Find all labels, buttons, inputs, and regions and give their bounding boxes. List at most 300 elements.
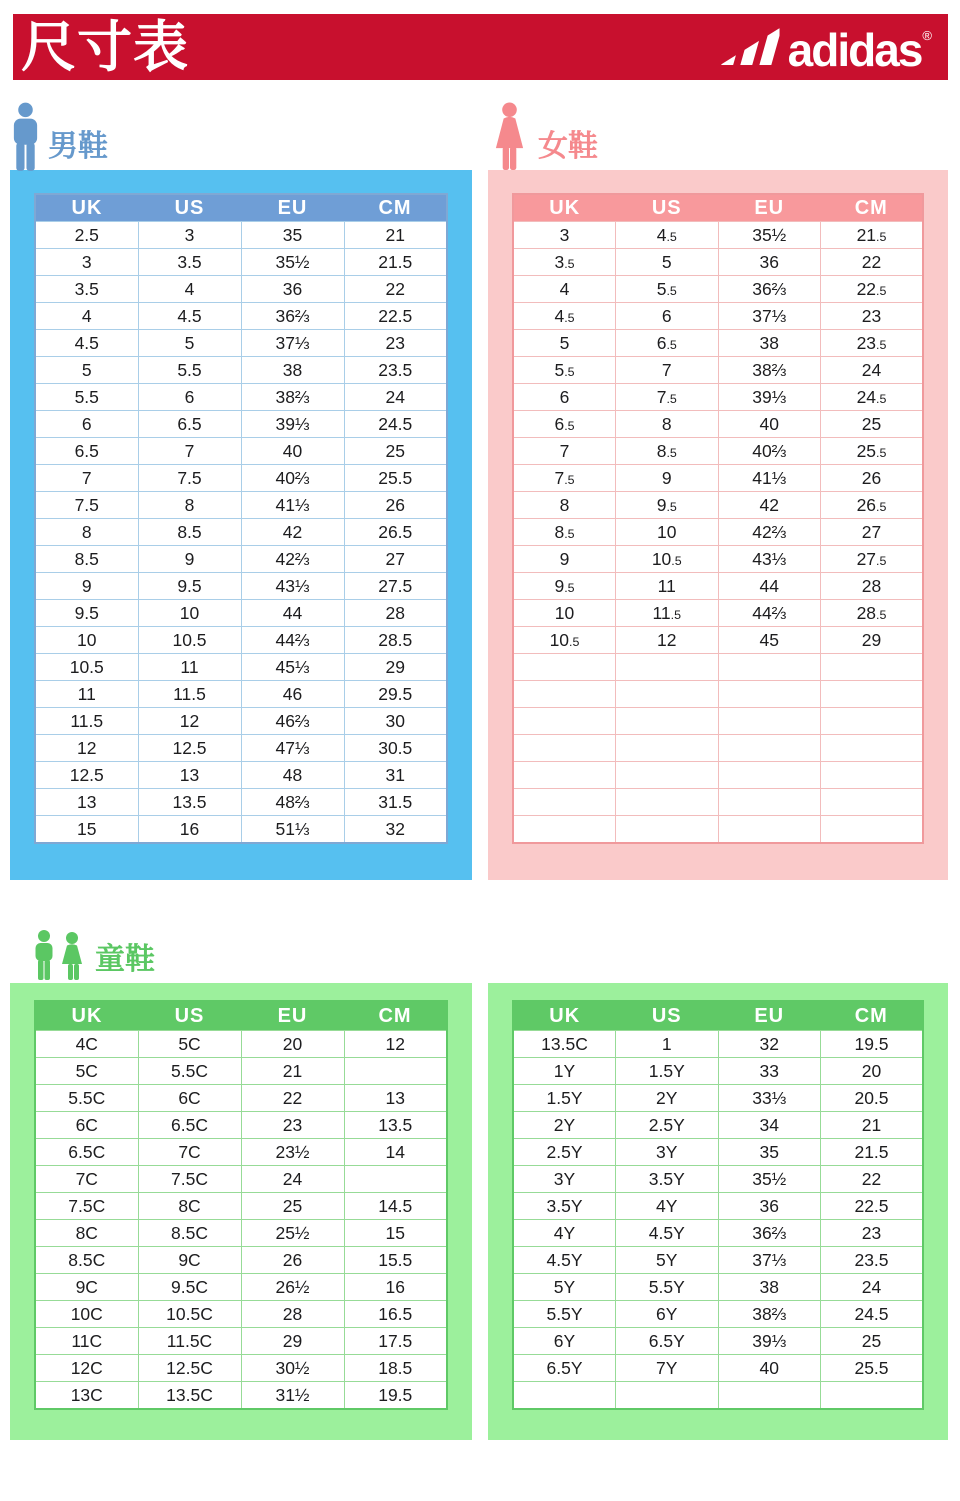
table-row <box>35 1031 447 1058</box>
size-cell: 48⅔ <box>241 789 344 816</box>
size-cell: 24.5 <box>821 384 924 411</box>
table-row <box>35 384 447 411</box>
table-header-row <box>35 194 447 222</box>
size-cell: 37⅓ <box>718 303 821 330</box>
table-row <box>35 411 447 438</box>
size-cell: 25 <box>821 411 924 438</box>
size-cell: 2Y <box>513 1112 616 1139</box>
size-cell: 24 <box>821 1274 924 1301</box>
size-cell: 24.5 <box>344 411 447 438</box>
size-cell: 39⅓ <box>718 1328 821 1355</box>
size-cell: 1Y <box>513 1058 616 1085</box>
size-cell: 40 <box>718 411 821 438</box>
table-row <box>513 1220 923 1247</box>
size-cell: 9 <box>513 546 616 573</box>
table-row <box>513 1112 923 1139</box>
table-row <box>513 303 923 330</box>
column-header: UK <box>35 1001 138 1031</box>
table-row <box>513 1139 923 1166</box>
size-cell: 27.5 <box>821 546 924 573</box>
table-row <box>35 762 447 789</box>
size-cell: 24.5 <box>821 1301 924 1328</box>
size-cell: 3.5Y <box>616 1166 719 1193</box>
table-row <box>513 1301 923 1328</box>
size-cell: 9 <box>616 465 719 492</box>
table-row <box>35 1112 447 1139</box>
size-cell: 22 <box>821 249 924 276</box>
size-cell: 12C <box>35 1355 138 1382</box>
size-cell: 38 <box>718 330 821 357</box>
size-cell: 22 <box>821 1166 924 1193</box>
size-cell: 4.5 <box>616 222 719 249</box>
men-section <box>10 100 472 880</box>
table-row <box>513 1328 923 1355</box>
table-row <box>513 519 923 546</box>
size-cell <box>616 1382 719 1410</box>
size-cell: 6.5 <box>616 330 719 357</box>
size-cell: 40⅔ <box>718 438 821 465</box>
size-cell: 5.5 <box>616 276 719 303</box>
size-cell: 25 <box>241 1193 344 1220</box>
size-cell: 2.5Y <box>513 1139 616 1166</box>
size-cell: 8.5 <box>616 438 719 465</box>
table-row <box>513 1274 923 1301</box>
size-cell: 36⅔ <box>718 1220 821 1247</box>
size-cell: 4C <box>35 1031 138 1058</box>
size-cell: 25.5 <box>821 438 924 465</box>
size-cell: 47⅓ <box>241 735 344 762</box>
table-row <box>513 357 923 384</box>
size-cell: 10.5 <box>138 627 241 654</box>
size-cell: 5.5 <box>513 357 616 384</box>
table-row <box>513 276 923 303</box>
adidas-logo <box>720 23 932 76</box>
size-cell <box>344 1166 447 1193</box>
size-cell: 15.5 <box>344 1247 447 1274</box>
size-cell: 9.5C <box>138 1274 241 1301</box>
size-cell: 45 <box>718 627 821 654</box>
table-row <box>35 1382 447 1410</box>
women-table-panel <box>488 170 948 880</box>
size-cell: 23½ <box>241 1139 344 1166</box>
size-cell: 9C <box>35 1274 138 1301</box>
size-cell: 8.5C <box>138 1220 241 1247</box>
table-row <box>35 276 447 303</box>
size-cell: 33 <box>718 1058 821 1085</box>
table-row <box>513 600 923 627</box>
size-cell: 2.5 <box>35 222 138 249</box>
size-cell: 7 <box>138 438 241 465</box>
table-row <box>513 654 923 681</box>
size-cell: 3Y <box>513 1166 616 1193</box>
table-row <box>513 573 923 600</box>
size-cell: 35 <box>718 1139 821 1166</box>
size-cell: 8 <box>616 411 719 438</box>
size-cell: 10 <box>138 600 241 627</box>
size-cell: 9C <box>138 1247 241 1274</box>
table-row <box>513 1247 923 1274</box>
table-row <box>513 546 923 573</box>
size-cell: 3.5 <box>35 276 138 303</box>
size-cell: 24 <box>241 1166 344 1193</box>
size-cell: 6Y <box>513 1328 616 1355</box>
size-cell: 5 <box>616 249 719 276</box>
size-cell: 3 <box>35 249 138 276</box>
men-section-label: 男鞋 <box>48 130 108 163</box>
man-icon <box>10 102 41 172</box>
size-cell: 7.5C <box>138 1166 241 1193</box>
size-cell: 38⅔ <box>718 357 821 384</box>
size-cell: 6Y <box>616 1301 719 1328</box>
kids-right-table-panel <box>488 983 948 1440</box>
table-row <box>35 654 447 681</box>
children-icon <box>30 929 88 985</box>
size-cell: 33⅓ <box>718 1085 821 1112</box>
size-cell: 23 <box>344 330 447 357</box>
size-cell: 6.5Y <box>513 1355 616 1382</box>
size-cell: 8.5 <box>138 519 241 546</box>
size-cell: 42⅔ <box>718 519 821 546</box>
size-cell: 35 <box>241 222 344 249</box>
kids-left-table-panel <box>10 983 472 1440</box>
size-cell: 23.5 <box>821 1247 924 1274</box>
size-cell: 46⅔ <box>241 708 344 735</box>
size-cell: 31.5 <box>344 789 447 816</box>
size-cell: 28 <box>821 573 924 600</box>
size-cell: 25½ <box>241 1220 344 1247</box>
size-cell: 5 <box>35 357 138 384</box>
size-cell: 32 <box>718 1031 821 1058</box>
column-header: EU <box>241 1001 344 1031</box>
table-row <box>35 1166 447 1193</box>
size-cell <box>821 681 924 708</box>
size-cell: 7Y <box>616 1355 719 1382</box>
size-cell: 14.5 <box>344 1193 447 1220</box>
size-cell: 19.5 <box>344 1382 447 1410</box>
table-row <box>513 222 923 249</box>
size-cell: 21 <box>821 1112 924 1139</box>
size-cell: 2Y <box>616 1085 719 1112</box>
table-row <box>35 600 447 627</box>
size-cell: 4.5 <box>513 303 616 330</box>
size-cell: 1 <box>616 1031 719 1058</box>
size-cell: 15 <box>344 1220 447 1247</box>
table-row <box>35 789 447 816</box>
column-header: EU <box>718 194 821 222</box>
size-cell: 12 <box>616 627 719 654</box>
size-cell: 11 <box>616 573 719 600</box>
column-header: UK <box>513 1001 616 1031</box>
size-cell: 38 <box>241 357 344 384</box>
table-header-row <box>513 1001 923 1031</box>
size-cell <box>513 681 616 708</box>
size-cell: 21.5 <box>821 222 924 249</box>
size-cell: 45⅓ <box>241 654 344 681</box>
table-row <box>35 735 447 762</box>
page-title: 尺寸表 <box>21 15 190 78</box>
table-row <box>35 681 447 708</box>
size-cell: 6.5Y <box>616 1328 719 1355</box>
size-cell: 7 <box>616 357 719 384</box>
size-cell: 5C <box>35 1058 138 1085</box>
table-row <box>35 492 447 519</box>
size-cell: 4 <box>513 276 616 303</box>
size-cell: 10.5 <box>513 627 616 654</box>
size-cell: 3 <box>513 222 616 249</box>
size-cell: 10C <box>35 1301 138 1328</box>
table-row <box>35 330 447 357</box>
men-table-panel <box>10 170 472 880</box>
size-cell: 7.5 <box>35 492 138 519</box>
size-cell: 20.5 <box>821 1085 924 1112</box>
size-cell: 29 <box>821 627 924 654</box>
size-cell: 13 <box>344 1085 447 1112</box>
size-cell: 23.5 <box>821 330 924 357</box>
size-cell: 3 <box>138 222 241 249</box>
size-cell <box>616 735 719 762</box>
size-cell <box>344 1058 447 1085</box>
column-header: UK <box>35 194 138 222</box>
size-cell: 5.5C <box>35 1085 138 1112</box>
size-cell: 5 <box>513 330 616 357</box>
size-cell: 11C <box>35 1328 138 1355</box>
table-row <box>513 465 923 492</box>
size-cell: 6.5 <box>138 411 241 438</box>
size-cell: 7.5C <box>35 1193 138 1220</box>
table-row <box>513 789 923 816</box>
size-cell: 7C <box>35 1166 138 1193</box>
size-cell: 43⅓ <box>241 573 344 600</box>
size-cell: 14 <box>344 1139 447 1166</box>
size-cell <box>513 762 616 789</box>
size-cell: 9 <box>138 546 241 573</box>
size-cell <box>821 789 924 816</box>
size-cell <box>821 1382 924 1410</box>
size-cell: 11.5C <box>138 1328 241 1355</box>
table-header-row <box>35 1001 447 1031</box>
table-row <box>513 411 923 438</box>
size-cell <box>513 816 616 844</box>
size-cell: 40⅔ <box>241 465 344 492</box>
size-cell <box>718 1382 821 1410</box>
size-cell: 6.5C <box>138 1112 241 1139</box>
size-cell: 13 <box>138 762 241 789</box>
size-cell: 4Y <box>616 1193 719 1220</box>
size-cell: 6 <box>35 411 138 438</box>
size-cell: 5Y <box>616 1247 719 1274</box>
table-row <box>513 1193 923 1220</box>
size-cell: 29 <box>241 1328 344 1355</box>
column-header: US <box>138 194 241 222</box>
size-cell: 39⅓ <box>241 411 344 438</box>
size-cell: 44⅔ <box>718 600 821 627</box>
table-row <box>35 573 447 600</box>
table-row <box>35 1301 447 1328</box>
size-cell: 12.5C <box>138 1355 241 1382</box>
size-cell: 5.5C <box>138 1058 241 1085</box>
size-cell: 27 <box>344 546 447 573</box>
table-header-row <box>513 194 923 222</box>
table-row <box>513 1058 923 1085</box>
women-section-label: 女鞋 <box>538 130 598 163</box>
size-cell: 8.5C <box>35 1247 138 1274</box>
size-cell: 51⅓ <box>241 816 344 844</box>
size-cell: 24 <box>821 357 924 384</box>
size-cell: 4Y <box>513 1220 616 1247</box>
size-cell: 25 <box>344 438 447 465</box>
size-cell: 5.5Y <box>616 1274 719 1301</box>
size-cell: 6 <box>616 303 719 330</box>
size-cell: 8C <box>35 1220 138 1247</box>
kids-section-label: 童鞋 <box>95 943 155 976</box>
table-row <box>35 1220 447 1247</box>
size-cell: 10 <box>35 627 138 654</box>
size-cell <box>513 1382 616 1410</box>
size-cell: 28.5 <box>344 627 447 654</box>
size-cell: 12.5 <box>138 735 241 762</box>
size-cell <box>616 681 719 708</box>
table-row <box>35 1193 447 1220</box>
size-cell: 13.5C <box>513 1031 616 1058</box>
size-cell: 31 <box>344 762 447 789</box>
women-size-table <box>512 193 924 844</box>
size-cell <box>513 789 616 816</box>
size-cell: 36 <box>718 249 821 276</box>
size-cell: 26 <box>344 492 447 519</box>
table-row <box>35 519 447 546</box>
size-cell: 9.5 <box>138 573 241 600</box>
size-cell: 29.5 <box>344 681 447 708</box>
size-cell: 4.5 <box>138 303 241 330</box>
size-cell: 22 <box>344 276 447 303</box>
size-cell <box>821 708 924 735</box>
table-row <box>513 330 923 357</box>
adidas-wordmark: adidas <box>787 23 922 76</box>
size-cell: 27.5 <box>344 573 447 600</box>
size-cell: 28.5 <box>821 600 924 627</box>
size-cell <box>513 708 616 735</box>
size-cell: 11.5 <box>138 681 241 708</box>
table-row <box>35 249 447 276</box>
table-row <box>35 1247 447 1274</box>
size-cell: 4.5Y <box>513 1247 616 1274</box>
size-cell: 40 <box>718 1355 821 1382</box>
size-cell: 5C <box>138 1031 241 1058</box>
table-row <box>35 1355 447 1382</box>
size-cell: 7.5 <box>616 384 719 411</box>
size-cell <box>821 654 924 681</box>
column-header: CM <box>821 1001 924 1031</box>
size-cell: 15 <box>35 816 138 844</box>
table-row <box>513 492 923 519</box>
size-cell: 4 <box>138 276 241 303</box>
size-cell: 31½ <box>241 1382 344 1410</box>
table-row <box>513 1382 923 1410</box>
size-cell: 21.5 <box>344 249 447 276</box>
size-cell: 16 <box>138 816 241 844</box>
table-row <box>35 1274 447 1301</box>
size-cell: 7.5 <box>138 465 241 492</box>
size-cell: 3.5 <box>513 249 616 276</box>
size-cell: 9 <box>35 573 138 600</box>
size-cell: 3.5Y <box>513 1193 616 1220</box>
table-row <box>513 1166 923 1193</box>
size-cell: 8 <box>35 519 138 546</box>
size-cell: 28 <box>344 600 447 627</box>
size-cell: 10 <box>513 600 616 627</box>
size-cell: 22.5 <box>821 276 924 303</box>
size-cell: 12 <box>35 735 138 762</box>
size-cell: 12.5 <box>35 762 138 789</box>
size-cell: 13.5C <box>138 1382 241 1410</box>
size-cell: 8C <box>138 1193 241 1220</box>
size-cell: 26.5 <box>821 492 924 519</box>
table-row <box>513 627 923 654</box>
size-cell: 26½ <box>241 1274 344 1301</box>
size-cell: 11.5 <box>35 708 138 735</box>
size-cell: 12 <box>138 708 241 735</box>
size-cell <box>821 735 924 762</box>
size-cell: 39⅓ <box>718 384 821 411</box>
table-row <box>35 357 447 384</box>
women-section <box>488 100 948 880</box>
column-header: US <box>138 1001 241 1031</box>
size-cell: 6.5 <box>35 438 138 465</box>
column-header: CM <box>344 1001 447 1031</box>
size-cell: 9.5 <box>35 600 138 627</box>
size-cell: 7 <box>35 465 138 492</box>
size-cell: 36 <box>718 1193 821 1220</box>
size-cell: 42 <box>718 492 821 519</box>
size-cell: 25 <box>821 1328 924 1355</box>
size-cell: 11 <box>138 654 241 681</box>
size-cell: 42 <box>241 519 344 546</box>
size-cell <box>616 762 719 789</box>
size-cell: 22.5 <box>344 303 447 330</box>
size-cell <box>513 735 616 762</box>
table-row <box>35 222 447 249</box>
kids-size-table-big <box>512 1000 924 1410</box>
table-row <box>35 1139 447 1166</box>
size-cell: 20 <box>821 1058 924 1085</box>
size-cell <box>718 735 821 762</box>
size-cell <box>616 816 719 844</box>
size-cell: 29 <box>344 654 447 681</box>
size-cell: 28 <box>241 1301 344 1328</box>
column-header: EU <box>718 1001 821 1031</box>
table-row <box>513 762 923 789</box>
column-header: US <box>616 1001 719 1031</box>
size-cell: 41⅓ <box>241 492 344 519</box>
size-cell: 18.5 <box>344 1355 447 1382</box>
size-cell: 8 <box>513 492 616 519</box>
size-cell: 34 <box>718 1112 821 1139</box>
size-cell: 13.5 <box>344 1112 447 1139</box>
size-cell: 37⅓ <box>241 330 344 357</box>
women-section-header <box>488 100 948 170</box>
size-cell: 10.5C <box>138 1301 241 1328</box>
size-cell: 36⅔ <box>241 303 344 330</box>
size-cell <box>718 762 821 789</box>
size-cell <box>616 708 719 735</box>
size-cell: 35½ <box>718 222 821 249</box>
size-cell <box>718 789 821 816</box>
size-cell: 3Y <box>616 1139 719 1166</box>
table-row <box>513 735 923 762</box>
size-cell: 13 <box>35 789 138 816</box>
size-cell: 16.5 <box>344 1301 447 1328</box>
size-cell: 8.5 <box>35 546 138 573</box>
